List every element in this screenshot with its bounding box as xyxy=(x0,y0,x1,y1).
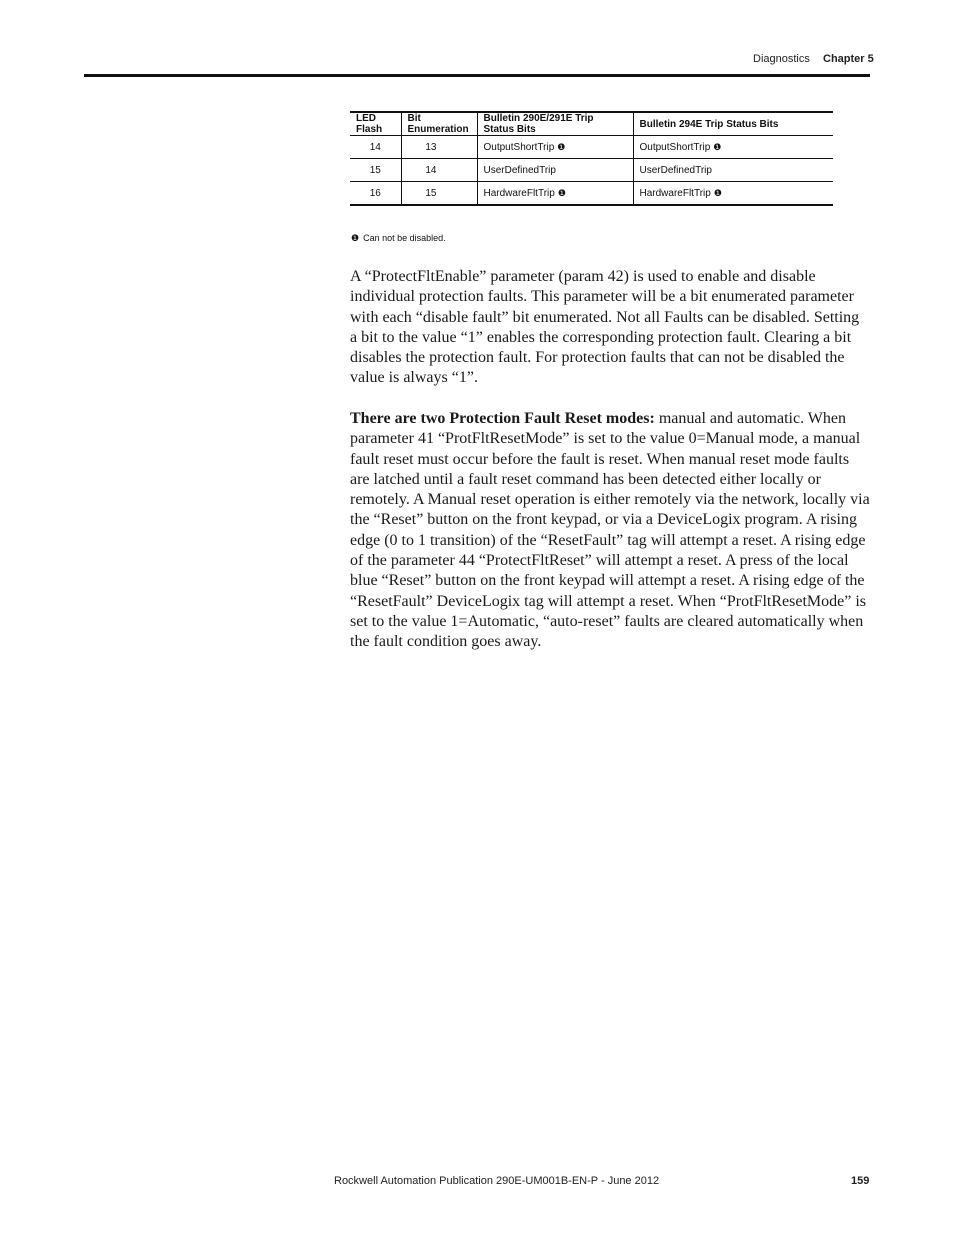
cell-290e-bit-label: OutputShortTrip xyxy=(483,141,555,153)
cell-290e-bit xyxy=(477,159,633,182)
paragraph-lead-heading: There are two Protection Fault Reset modes: xyxy=(350,410,655,427)
cell-led-flash: 16 xyxy=(350,182,401,206)
cell-led-flash: 14 xyxy=(350,136,401,159)
footnote-text: Can not be disabled. xyxy=(363,233,446,243)
body-paragraph-reset-modes xyxy=(350,409,870,653)
cell-bit-enumeration: 13 xyxy=(401,136,477,159)
cell-290e-bit xyxy=(477,136,633,159)
column-header-290e-291e-trip-bits: Bulletin 290E/291E Trip Status Bits xyxy=(477,112,633,136)
cell-led-flash: 15 xyxy=(350,159,401,182)
header-chapter-label: Chapter 5 xyxy=(823,53,874,65)
footnote-ref-icon: ❶ xyxy=(713,187,722,198)
footnote-ref-icon: ❶ xyxy=(557,141,566,152)
cell-294e-bit-label: OutputShortTrip xyxy=(639,141,711,153)
header-rule xyxy=(84,74,870,77)
cell-294e-bit xyxy=(633,182,833,206)
cell-bit-enumeration: 14 xyxy=(401,159,477,182)
footnote-mark-icon: ❶ xyxy=(351,233,360,243)
cell-290e-bit xyxy=(477,182,633,206)
column-header-bit-enumeration: Bit Enumeration xyxy=(401,112,477,136)
table-row xyxy=(350,159,833,182)
table-row xyxy=(350,182,833,206)
page-number: 159 xyxy=(851,1175,870,1187)
cell-bit-enumeration: 15 xyxy=(401,182,477,206)
cell-294e-bit-label: UserDefinedTrip xyxy=(639,164,712,176)
table-row xyxy=(350,136,833,159)
cell-294e-bit xyxy=(633,159,833,182)
footnote-ref-icon: ❶ xyxy=(557,187,566,198)
paragraph-body-text: manual and automatic. When parameter 41 “ProtFltResetMode” is set to the value 0=Manual mode, a manual fault reset must occur before the fault is reset. When manual reset mode faults are latched until a fault reset command has been detected either locally or remotely. A Manual reset operation is either remotely via the network, locally via the “Reset” button on the front keypad, or via a DeviceLogix program. A rising edge (0 to 1 transition) of the “ResetFault” tag will attempt a reset. A rising edge of the parameter 44 “ProtectFltReset” will attempt a reset. A press of the local blue “Reset” button on the front keypad will attempt a reset. A rising edge of the “ResetFault” DeviceLogix tag will attempt a reset. When “ProtFltResetMode” is set to the value 1=Automatic, “auto-reset” faults are cleared automatically when the fault condition goes away. xyxy=(350,410,870,651)
table-header-row xyxy=(350,112,833,136)
trip-status-table xyxy=(350,111,833,206)
column-header-294e-trip-bits: Bulletin 294E Trip Status Bits xyxy=(633,112,833,136)
footer-publication: Rockwell Automation Publication 290E-UM001B-EN-P - June 2012 xyxy=(334,1175,660,1187)
table-footnote xyxy=(351,233,446,244)
body-paragraph-protect-flt-enable: A “ProtectFltEnable” parameter (param 42) is used to enable and disable individual protection faults. This parameter will be a bit enumerated parameter with each “disable fault” bit enumerated. Not all Faults can be disabled. Setting a bit to the value “1” enables the corresponding protection fault. Clearing a bit disables the protection fault. For protection faults that can not be disabled the value is always “1”. xyxy=(350,268,860,387)
header-section-title: Diagnostics xyxy=(753,53,810,65)
cell-294e-bit xyxy=(633,136,833,159)
cell-290e-bit-label: HardwareFltTrip xyxy=(483,187,555,199)
footnote-ref-icon: ❶ xyxy=(713,141,722,152)
cell-294e-bit-label: HardwareFltTrip xyxy=(639,187,711,199)
column-header-led-flash: LED Flash xyxy=(350,112,401,136)
cell-290e-bit-label: UserDefinedTrip xyxy=(483,164,556,176)
